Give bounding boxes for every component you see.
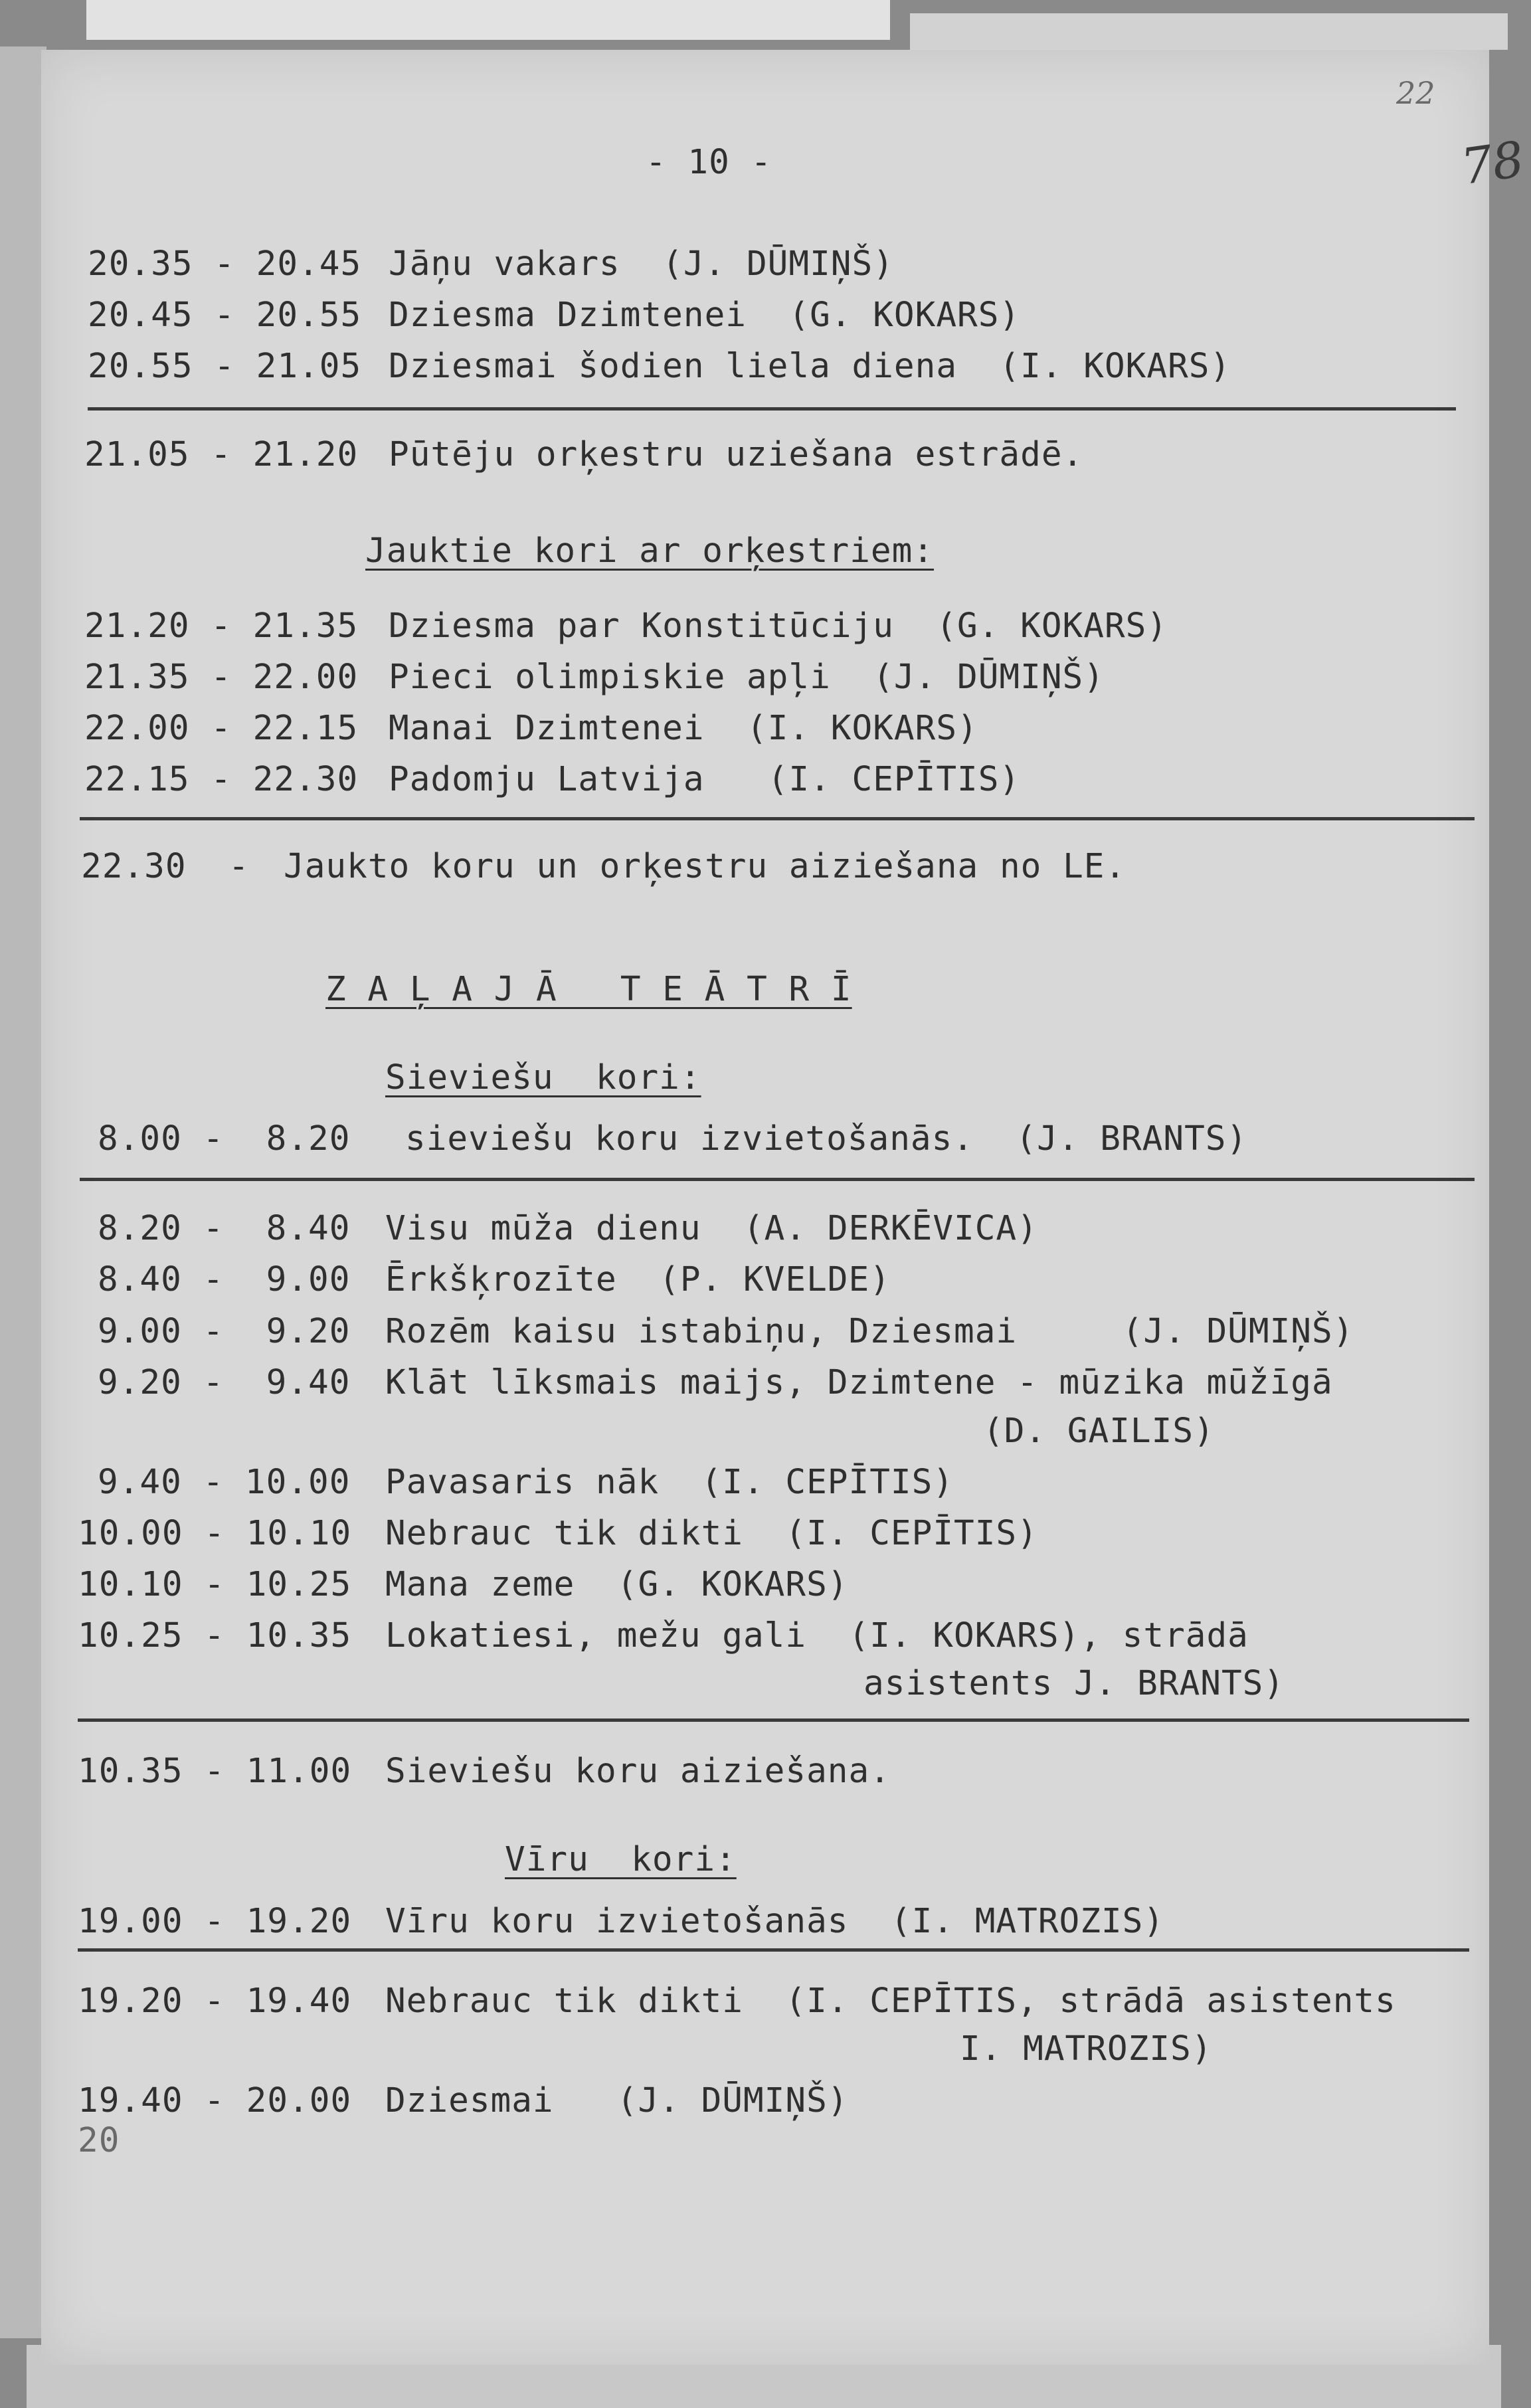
program-item: Manai Dzimtenei (I. KOKARS) <box>389 709 978 748</box>
time-range: 10.35 - 11.00 <box>78 1752 352 1791</box>
program-item: Nebrauc tik dikti (I. CEPĪTIS) <box>385 1514 1038 1553</box>
divider-line <box>78 1718 1469 1722</box>
time-range: 8.40 - 9.00 <box>98 1260 351 1299</box>
program-item: sieviešu koru izvietošanās. (J. BRANTS) <box>405 1119 1248 1158</box>
trailing-text-fragment: 20 <box>78 2121 120 2160</box>
mens-choirs-heading: Vīru kori: <box>505 1840 737 1879</box>
divider-line <box>80 1178 1475 1181</box>
corner-pencil-mark: 22 <box>1396 75 1435 111</box>
document-page <box>41 50 1528 2365</box>
time-range: 19.40 - 20.00 <box>78 2081 352 2120</box>
program-item: Nebrauc tik dikti (I. CEPĪTIS, strādā asistents <box>385 1982 1396 2021</box>
program-item: Vīru koru izvietošanās (I. MATROZIS) <box>385 1902 1165 1941</box>
time-range: 20.45 - 20.55 <box>88 296 362 335</box>
time-range: 22.00 - 22.15 <box>84 709 359 748</box>
program-item: Jāņu vakars (J. DŪMIŅŠ) <box>389 244 894 284</box>
time-range: 8.20 - 8.40 <box>98 1209 351 1248</box>
program-item: Pūtēju orķestru uziešana estrādē. <box>389 435 1084 474</box>
time-range: 10.00 - 10.10 <box>78 1514 352 1553</box>
time-range: 20.35 - 20.45 <box>88 244 362 284</box>
program-item-continuation: (D. GAILIS) <box>983 1412 1215 1451</box>
divider-line <box>78 1948 1469 1952</box>
program-item: Jaukto koru un orķestru aiziešana no LE. <box>284 847 1126 886</box>
time-range: 21.05 - 21.20 <box>84 435 359 474</box>
time-range: 9.00 - 9.20 <box>98 1312 351 1351</box>
time-range: 20.55 - 21.05 <box>88 347 362 386</box>
program-item: Sieviešu koru aiziešana. <box>385 1752 891 1791</box>
program-item: Ērkšķrozīte (P. KVELDE) <box>385 1260 891 1299</box>
program-item: Pavasaris nāk (I. CEPĪTIS) <box>385 1463 954 1502</box>
underlying-sheet <box>86 0 890 40</box>
womens-choirs-heading: Sieviešu kori: <box>385 1058 701 1097</box>
time-range: 9.40 - 10.00 <box>98 1463 351 1502</box>
time-range: 22.30 - <box>81 847 250 886</box>
green-theatre-heading: Z A Ļ A J Ā T E Ā T R Ī <box>325 970 852 1009</box>
program-item-continuation: asistents J. BRANTS) <box>863 1664 1285 1703</box>
underlying-sheet <box>0 46 46 2338</box>
time-range: 19.00 - 19.20 <box>78 1902 352 1941</box>
mixed-choirs-heading: Jauktie kori ar orķestriem: <box>365 531 935 571</box>
divider-line <box>80 817 1475 820</box>
time-range: 9.20 - 9.40 <box>98 1363 351 1402</box>
time-range: 22.15 - 22.30 <box>84 760 359 799</box>
divider-line <box>88 407 1456 411</box>
program-item: Pieci olimpiskie apļi (J. DŪMIŅŠ) <box>389 658 1105 697</box>
program-item: Rozēm kaisu istabiņu, Dziesmai (J. DŪMIŅŠ) <box>385 1312 1354 1351</box>
program-item: Klāt līksmais maijs, Dzimtene - mūzika mūžīgā <box>385 1363 1333 1402</box>
page-number: - 10 - <box>646 143 772 182</box>
program-item: Lokatiesi, mežu gali (I. KOKARS), strādā <box>385 1616 1249 1655</box>
program-item: Visu mūža dienu (A. DERKĒVICA) <box>385 1209 1038 1248</box>
time-range: 10.25 - 10.35 <box>78 1616 352 1655</box>
time-range: 19.20 - 19.40 <box>78 1982 352 2021</box>
program-item: Dziesma par Konstitūciju (G. KOKARS) <box>389 606 1168 646</box>
underlying-sheet <box>910 13 1508 50</box>
handwritten-page-number: 78 <box>1457 130 1528 197</box>
program-item: Mana zeme (G. KOKARS) <box>385 1565 849 1604</box>
program-item: Dziesmai šodien liela diena (I. KOKARS) <box>389 347 1231 386</box>
program-item: Dziesmai (J. DŪMIŅŠ) <box>385 2081 849 2120</box>
time-range: 10.10 - 10.25 <box>78 1565 352 1604</box>
program-item: Padomju Latvija (I. CEPĪTIS) <box>389 760 1021 799</box>
time-range: 21.20 - 21.35 <box>84 606 359 646</box>
time-range: 21.35 - 22.00 <box>84 658 359 697</box>
program-item: Dziesma Dzimtenei (G. KOKARS) <box>389 296 1021 335</box>
program-item-continuation: I. MATROZIS) <box>960 2029 1213 2069</box>
time-range: 8.00 - 8.20 <box>98 1119 351 1158</box>
